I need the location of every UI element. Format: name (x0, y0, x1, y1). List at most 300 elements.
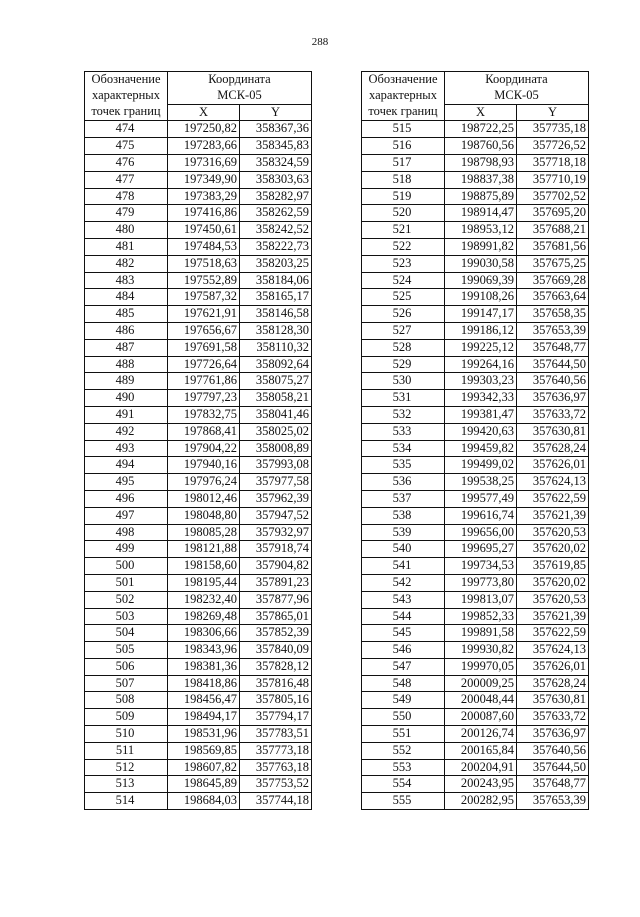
y-coordinate-cell: 358165,17 (240, 289, 312, 306)
point-id-cell: 539 (362, 524, 445, 541)
table-row (362, 423, 589, 440)
x-coordinate-cell: 198722,25 (445, 121, 517, 138)
x-coordinate-cell: 197349,90 (168, 171, 240, 188)
y-coordinate-cell: 358075,27 (240, 373, 312, 390)
table-row (85, 138, 312, 155)
coordinates-table-right (361, 71, 589, 810)
point-id-cell: 506 (85, 658, 168, 675)
x-coordinate-cell: 198569,85 (168, 742, 240, 759)
x-coordinate-cell: 197416,86 (168, 205, 240, 222)
y-coordinate-cell: 357648,77 (517, 339, 589, 356)
y-coordinate-cell: 357648,77 (517, 776, 589, 793)
table-row (362, 490, 589, 507)
table-row (362, 188, 589, 205)
x-coordinate-cell: 198953,12 (445, 222, 517, 239)
coordinate-header: Координата МСК-05 (168, 72, 312, 105)
y-coordinate-cell: 357630,81 (517, 692, 589, 709)
table-row (362, 558, 589, 575)
table-row (85, 339, 312, 356)
point-id-cell: 547 (362, 658, 445, 675)
table-row (362, 742, 589, 759)
table-row (362, 406, 589, 423)
point-id-cell: 493 (85, 440, 168, 457)
table-row (362, 541, 589, 558)
y-coordinate-cell: 357624,13 (517, 474, 589, 491)
table-row (362, 322, 589, 339)
y-coordinate-cell: 357653,39 (517, 322, 589, 339)
point-id-cell: 487 (85, 339, 168, 356)
point-label-header: Обозначение характерных точек границ (362, 72, 445, 121)
x-coordinate-cell: 197656,67 (168, 322, 240, 339)
table-row (85, 255, 312, 272)
point-id-cell: 518 (362, 171, 445, 188)
table-row (362, 390, 589, 407)
table-row (85, 490, 312, 507)
point-id-cell: 517 (362, 154, 445, 171)
table-row (85, 759, 312, 776)
y-coordinate-cell: 358184,06 (240, 272, 312, 289)
point-id-cell: 535 (362, 457, 445, 474)
table-row (85, 541, 312, 558)
x-coordinate-cell: 198085,28 (168, 524, 240, 541)
point-id-cell: 486 (85, 322, 168, 339)
table-row (85, 440, 312, 457)
x-coordinate-cell: 199303,23 (445, 373, 517, 390)
page-number: 288 (311, 36, 329, 48)
y-coordinate-cell: 357710,19 (517, 171, 589, 188)
x-coordinate-cell: 198494,17 (168, 709, 240, 726)
x-coordinate-cell: 197587,32 (168, 289, 240, 306)
point-id-cell: 497 (85, 507, 168, 524)
x-coordinate-cell: 198343,96 (168, 642, 240, 659)
x-coordinate-cell: 199734,53 (445, 558, 517, 575)
x-coordinate-cell: 199891,58 (445, 625, 517, 642)
point-id-cell: 474 (85, 121, 168, 138)
point-id-cell: 522 (362, 238, 445, 255)
point-id-cell: 482 (85, 255, 168, 272)
x-coordinate-cell: 200204,91 (445, 759, 517, 776)
table-row (85, 306, 312, 323)
table-row (85, 709, 312, 726)
point-id-cell: 523 (362, 255, 445, 272)
y-coordinate-cell: 357828,12 (240, 658, 312, 675)
x-header: X (445, 104, 517, 121)
y-coordinate-cell: 357993,08 (240, 457, 312, 474)
point-id-cell: 542 (362, 574, 445, 591)
point-id-cell: 503 (85, 608, 168, 625)
table-body-left (85, 121, 312, 810)
point-id-cell: 484 (85, 289, 168, 306)
x-coordinate-cell: 197976,24 (168, 474, 240, 491)
table-row (85, 222, 312, 239)
point-id-cell: 520 (362, 205, 445, 222)
table-row (362, 255, 589, 272)
point-id-cell: 532 (362, 406, 445, 423)
table-row (85, 406, 312, 423)
x-coordinate-cell: 199147,17 (445, 306, 517, 323)
point-id-cell: 550 (362, 709, 445, 726)
x-coordinate-cell: 199538,25 (445, 474, 517, 491)
x-coordinate-cell: 198381,36 (168, 658, 240, 675)
point-id-cell: 507 (85, 675, 168, 692)
y-coordinate-cell: 358146,58 (240, 306, 312, 323)
table-row (85, 457, 312, 474)
x-coordinate-cell: 198269,48 (168, 608, 240, 625)
y-coordinate-cell: 357620,53 (517, 591, 589, 608)
table-row (362, 524, 589, 541)
y-coordinate-cell: 357628,24 (517, 440, 589, 457)
table-row (85, 272, 312, 289)
y-coordinate-cell: 357735,18 (517, 121, 589, 138)
table-row (362, 238, 589, 255)
point-id-cell: 549 (362, 692, 445, 709)
table-row (362, 154, 589, 171)
table-row (362, 457, 589, 474)
y-coordinate-cell: 358128,30 (240, 322, 312, 339)
y-header: Y (240, 104, 312, 121)
y-coordinate-cell: 357877,96 (240, 591, 312, 608)
x-coordinate-cell: 198531,96 (168, 726, 240, 743)
y-coordinate-cell: 357640,56 (517, 742, 589, 759)
table-row (362, 138, 589, 155)
coordinate-header: Координата МСК-05 (445, 72, 589, 105)
table-row (362, 474, 589, 491)
table-row (85, 658, 312, 675)
point-id-cell: 526 (362, 306, 445, 323)
point-id-cell: 480 (85, 222, 168, 239)
table-row (362, 272, 589, 289)
y-coordinate-cell: 358222,73 (240, 238, 312, 255)
point-id-cell: 502 (85, 591, 168, 608)
table-row (362, 222, 589, 239)
y-coordinate-cell: 358262,59 (240, 205, 312, 222)
table-row (85, 742, 312, 759)
table-row (85, 373, 312, 390)
y-coordinate-cell: 357794,17 (240, 709, 312, 726)
x-coordinate-cell: 197283,66 (168, 138, 240, 155)
point-id-cell: 475 (85, 138, 168, 155)
y-coordinate-cell: 357620,02 (517, 574, 589, 591)
y-header: Y (517, 104, 589, 121)
point-id-cell: 527 (362, 322, 445, 339)
point-id-cell: 528 (362, 339, 445, 356)
y-coordinate-cell: 358203,25 (240, 255, 312, 272)
y-coordinate-cell: 357726,52 (517, 138, 589, 155)
point-id-cell: 494 (85, 457, 168, 474)
x-coordinate-cell: 198645,89 (168, 776, 240, 793)
point-id-cell: 543 (362, 591, 445, 608)
table-row (85, 171, 312, 188)
point-id-cell: 488 (85, 356, 168, 373)
y-coordinate-cell: 357753,52 (240, 776, 312, 793)
x-coordinate-cell: 200048,44 (445, 692, 517, 709)
point-id-cell: 508 (85, 692, 168, 709)
y-coordinate-cell: 357619,85 (517, 558, 589, 575)
table-row (362, 625, 589, 642)
table-row (85, 474, 312, 491)
x-coordinate-cell: 197518,63 (168, 255, 240, 272)
x-coordinate-cell: 200087,60 (445, 709, 517, 726)
table-row (362, 591, 589, 608)
y-coordinate-cell: 357626,01 (517, 658, 589, 675)
y-coordinate-cell: 357918,74 (240, 541, 312, 558)
x-coordinate-cell: 197383,29 (168, 188, 240, 205)
point-id-cell: 491 (85, 406, 168, 423)
y-coordinate-cell: 357644,50 (517, 759, 589, 776)
table-row (85, 289, 312, 306)
point-id-cell: 485 (85, 306, 168, 323)
point-id-cell: 521 (362, 222, 445, 239)
x-coordinate-cell: 197726,64 (168, 356, 240, 373)
point-id-cell: 501 (85, 574, 168, 591)
point-id-cell: 511 (85, 742, 168, 759)
x-coordinate-cell: 199264,16 (445, 356, 517, 373)
x-coordinate-cell: 199069,39 (445, 272, 517, 289)
table-row (362, 205, 589, 222)
table-row (362, 726, 589, 743)
table-row (362, 709, 589, 726)
x-coordinate-cell: 199381,47 (445, 406, 517, 423)
x-coordinate-cell: 197940,16 (168, 457, 240, 474)
y-coordinate-cell: 357633,72 (517, 406, 589, 423)
x-coordinate-cell: 199616,74 (445, 507, 517, 524)
point-id-cell: 514 (85, 793, 168, 810)
y-coordinate-cell: 357702,52 (517, 188, 589, 205)
x-coordinate-cell: 198607,82 (168, 759, 240, 776)
y-coordinate-cell: 357621,39 (517, 608, 589, 625)
y-coordinate-cell: 357783,51 (240, 726, 312, 743)
y-coordinate-cell: 357621,39 (517, 507, 589, 524)
x-coordinate-cell: 200243,95 (445, 776, 517, 793)
x-coordinate-cell: 197250,82 (168, 121, 240, 138)
x-coordinate-cell: 198456,47 (168, 692, 240, 709)
table-row (362, 373, 589, 390)
table-row (85, 675, 312, 692)
y-coordinate-cell: 357675,25 (517, 255, 589, 272)
table-row (85, 154, 312, 171)
x-coordinate-cell: 199773,80 (445, 574, 517, 591)
x-coordinate-cell: 198684,03 (168, 793, 240, 810)
x-coordinate-cell: 198195,44 (168, 574, 240, 591)
table-row (362, 692, 589, 709)
point-id-cell: 516 (362, 138, 445, 155)
x-coordinate-cell: 199186,12 (445, 322, 517, 339)
table-row (362, 776, 589, 793)
y-coordinate-cell: 357695,20 (517, 205, 589, 222)
x-coordinate-cell: 199656,00 (445, 524, 517, 541)
point-id-cell: 500 (85, 558, 168, 575)
table-row (85, 625, 312, 642)
y-coordinate-cell: 357773,18 (240, 742, 312, 759)
x-coordinate-cell: 199852,33 (445, 608, 517, 625)
x-coordinate-cell: 200165,84 (445, 742, 517, 759)
point-id-cell: 552 (362, 742, 445, 759)
x-coordinate-cell: 197484,53 (168, 238, 240, 255)
x-coordinate-cell: 200282,95 (445, 793, 517, 810)
y-coordinate-cell: 357628,24 (517, 675, 589, 692)
point-id-cell: 537 (362, 490, 445, 507)
y-coordinate-cell: 357932,97 (240, 524, 312, 541)
point-id-cell: 524 (362, 272, 445, 289)
table-row (362, 306, 589, 323)
x-coordinate-cell: 197904,22 (168, 440, 240, 457)
table-row (362, 759, 589, 776)
x-coordinate-cell: 198012,46 (168, 490, 240, 507)
y-coordinate-cell: 357622,59 (517, 490, 589, 507)
x-coordinate-cell: 199108,26 (445, 289, 517, 306)
y-coordinate-cell: 358242,52 (240, 222, 312, 239)
x-coordinate-cell: 198914,47 (445, 205, 517, 222)
y-coordinate-cell: 357663,64 (517, 289, 589, 306)
table-row (85, 591, 312, 608)
x-coordinate-cell: 199695,27 (445, 541, 517, 558)
point-id-cell: 525 (362, 289, 445, 306)
table-row (85, 776, 312, 793)
x-coordinate-cell: 197450,61 (168, 222, 240, 239)
x-coordinate-cell: 197797,23 (168, 390, 240, 407)
x-coordinate-cell: 198158,60 (168, 558, 240, 575)
y-coordinate-cell: 358025,02 (240, 423, 312, 440)
y-coordinate-cell: 357816,48 (240, 675, 312, 692)
point-id-cell: 541 (362, 558, 445, 575)
y-coordinate-cell: 357840,09 (240, 642, 312, 659)
x-coordinate-cell: 197868,41 (168, 423, 240, 440)
table-row (85, 692, 312, 709)
y-coordinate-cell: 358110,32 (240, 339, 312, 356)
point-id-cell: 536 (362, 474, 445, 491)
x-coordinate-cell: 199459,82 (445, 440, 517, 457)
y-coordinate-cell: 357718,18 (517, 154, 589, 171)
x-coordinate-cell: 199030,58 (445, 255, 517, 272)
y-coordinate-cell: 357688,21 (517, 222, 589, 239)
table-row (362, 356, 589, 373)
point-id-cell: 495 (85, 474, 168, 491)
x-coordinate-cell: 198121,88 (168, 541, 240, 558)
y-coordinate-cell: 357620,02 (517, 541, 589, 558)
table-row (362, 793, 589, 810)
point-id-cell: 477 (85, 171, 168, 188)
x-coordinate-cell: 198837,38 (445, 171, 517, 188)
x-coordinate-cell: 198232,40 (168, 591, 240, 608)
x-coordinate-cell: 197316,69 (168, 154, 240, 171)
point-id-cell: 498 (85, 524, 168, 541)
x-coordinate-cell: 199577,49 (445, 490, 517, 507)
point-id-cell: 555 (362, 793, 445, 810)
point-id-cell: 531 (362, 390, 445, 407)
point-id-cell: 546 (362, 642, 445, 659)
y-coordinate-cell: 357653,39 (517, 793, 589, 810)
point-id-cell: 476 (85, 154, 168, 171)
x-coordinate-cell: 198798,93 (445, 154, 517, 171)
table-row (85, 524, 312, 541)
point-id-cell: 490 (85, 390, 168, 407)
table-row (362, 339, 589, 356)
table-row (85, 793, 312, 810)
y-coordinate-cell: 357947,52 (240, 507, 312, 524)
x-coordinate-cell: 198875,89 (445, 188, 517, 205)
x-coordinate-cell: 199225,12 (445, 339, 517, 356)
x-coordinate-cell: 199420,63 (445, 423, 517, 440)
y-coordinate-cell: 357669,28 (517, 272, 589, 289)
point-id-cell: 553 (362, 759, 445, 776)
y-coordinate-cell: 357805,16 (240, 692, 312, 709)
point-id-cell: 540 (362, 541, 445, 558)
table-row (362, 121, 589, 138)
x-coordinate-cell: 198048,80 (168, 507, 240, 524)
table-row (85, 423, 312, 440)
y-coordinate-cell: 357977,58 (240, 474, 312, 491)
point-id-cell: 504 (85, 625, 168, 642)
table-row (85, 574, 312, 591)
y-coordinate-cell: 357633,72 (517, 709, 589, 726)
point-id-cell: 513 (85, 776, 168, 793)
point-id-cell: 509 (85, 709, 168, 726)
table-row (362, 440, 589, 457)
table-row (85, 608, 312, 625)
point-id-cell: 544 (362, 608, 445, 625)
y-coordinate-cell: 357852,39 (240, 625, 312, 642)
point-id-cell: 496 (85, 490, 168, 507)
y-coordinate-cell: 357865,01 (240, 608, 312, 625)
point-id-cell: 551 (362, 726, 445, 743)
y-coordinate-cell: 357658,35 (517, 306, 589, 323)
y-coordinate-cell: 358324,59 (240, 154, 312, 171)
y-coordinate-cell: 358282,97 (240, 188, 312, 205)
y-coordinate-cell: 358041,46 (240, 406, 312, 423)
table-row (85, 322, 312, 339)
table-row (362, 608, 589, 625)
point-id-cell: 478 (85, 188, 168, 205)
point-id-cell: 510 (85, 726, 168, 743)
y-coordinate-cell: 358303,63 (240, 171, 312, 188)
table-row (85, 726, 312, 743)
x-coordinate-cell: 197832,75 (168, 406, 240, 423)
table-row (362, 289, 589, 306)
table-row (85, 205, 312, 222)
y-coordinate-cell: 357622,59 (517, 625, 589, 642)
table-row (362, 171, 589, 188)
point-id-cell: 492 (85, 423, 168, 440)
point-id-cell: 545 (362, 625, 445, 642)
table-row (362, 675, 589, 692)
table-row (85, 356, 312, 373)
table-row (85, 558, 312, 575)
x-coordinate-cell: 197552,89 (168, 272, 240, 289)
x-coordinate-cell: 200009,25 (445, 675, 517, 692)
point-id-cell: 529 (362, 356, 445, 373)
table-row (85, 507, 312, 524)
point-id-cell: 481 (85, 238, 168, 255)
x-coordinate-cell: 199499,02 (445, 457, 517, 474)
point-id-cell: 533 (362, 423, 445, 440)
point-id-cell: 548 (362, 675, 445, 692)
y-coordinate-cell: 357644,50 (517, 356, 589, 373)
y-coordinate-cell: 357763,18 (240, 759, 312, 776)
y-coordinate-cell: 357624,13 (517, 642, 589, 659)
y-coordinate-cell: 358092,64 (240, 356, 312, 373)
y-coordinate-cell: 357744,18 (240, 793, 312, 810)
point-id-cell: 530 (362, 373, 445, 390)
y-coordinate-cell: 357891,23 (240, 574, 312, 591)
point-id-cell: 538 (362, 507, 445, 524)
y-coordinate-cell: 357962,39 (240, 490, 312, 507)
table-row (362, 642, 589, 659)
y-coordinate-cell: 358367,36 (240, 121, 312, 138)
y-coordinate-cell: 357636,97 (517, 390, 589, 407)
coordinates-table-left (84, 71, 312, 810)
table-body-right (362, 121, 589, 810)
x-coordinate-cell: 198306,66 (168, 625, 240, 642)
